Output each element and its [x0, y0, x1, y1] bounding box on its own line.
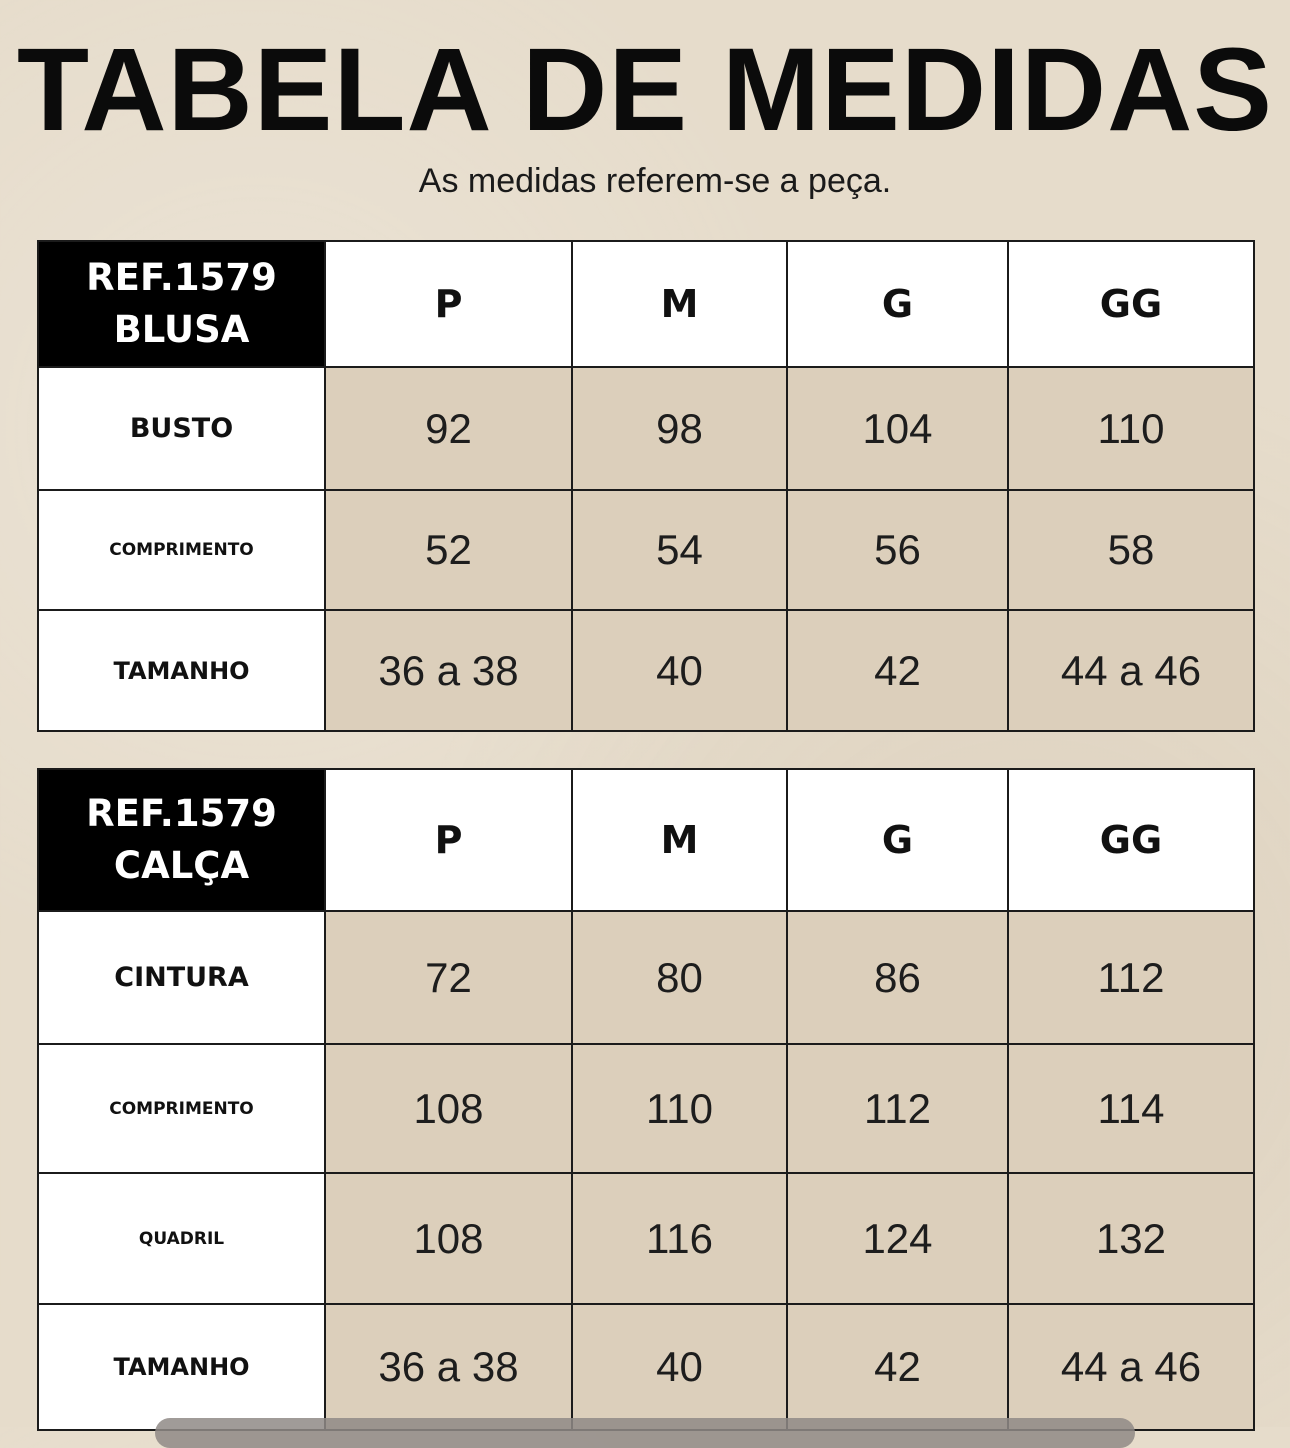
page-subtitle: As medidas referem-se a peça. [418, 162, 892, 200]
table-row [38, 1044, 1254, 1173]
row-label: QUADRIL [38, 1173, 325, 1304]
table-header-row [38, 769, 1254, 911]
value-cell: 36 a 38 [325, 610, 572, 731]
table-row [38, 610, 1254, 731]
product-name: BLUSA [113, 308, 250, 351]
value-cell: 40 [572, 1304, 787, 1430]
row-label: TAMANHO [38, 1304, 325, 1430]
scroll-indicator[interactable] [155, 1418, 1135, 1448]
value-cell: 110 [572, 1044, 787, 1173]
size-header-m: M [572, 769, 787, 911]
table-row [38, 367, 1254, 490]
value-cell: 52 [325, 490, 572, 610]
value-cell: 44 a 46 [1008, 1304, 1254, 1430]
row-label: COMPRIMENTO [38, 1044, 325, 1173]
size-header-p: P [325, 769, 572, 911]
value-cell: 42 [787, 1304, 1008, 1430]
value-cell: 44 a 46 [1008, 610, 1254, 731]
value-cell: 72 [325, 911, 572, 1044]
row-label: TAMANHO [38, 610, 325, 731]
value-cell: 110 [1008, 367, 1254, 490]
ref-cell [38, 241, 325, 367]
value-cell: 36 a 38 [325, 1304, 572, 1430]
value-cell: 108 [325, 1044, 572, 1173]
size-header-p: P [325, 241, 572, 367]
value-cell: 124 [787, 1173, 1008, 1304]
value-cell: 112 [787, 1044, 1008, 1173]
table-header-row [38, 241, 1254, 367]
value-cell: 80 [572, 911, 787, 1044]
page-title: TABELA DE MEDIDAS [17, 24, 1273, 156]
value-cell: 98 [572, 367, 787, 490]
size-header-gg: GG [1008, 241, 1254, 367]
size-header-g: G [787, 241, 1008, 367]
row-label: BUSTO [38, 367, 325, 490]
value-cell: 92 [325, 367, 572, 490]
value-cell: 114 [1008, 1044, 1254, 1173]
value-cell: 132 [1008, 1173, 1254, 1304]
value-cell: 112 [1008, 911, 1254, 1044]
value-cell: 86 [787, 911, 1008, 1044]
table-row [38, 1304, 1254, 1430]
value-cell: 58 [1008, 490, 1254, 610]
table-row [38, 911, 1254, 1044]
value-cell: 108 [325, 1173, 572, 1304]
size-header-g: G [787, 769, 1008, 911]
ref-code: REF.1579 [86, 792, 277, 836]
row-label: COMPRIMENTO [38, 490, 325, 610]
value-cell: 40 [572, 610, 787, 731]
value-cell: 54 [572, 490, 787, 610]
size-header-gg: GG [1008, 769, 1254, 911]
table-row [38, 490, 1254, 610]
value-cell: 104 [787, 367, 1008, 490]
size-table-blusa [37, 240, 1255, 732]
product-name: CALÇA [113, 844, 250, 887]
table-row [38, 1173, 1254, 1304]
value-cell: 42 [787, 610, 1008, 731]
size-header-m: M [572, 241, 787, 367]
ref-code: REF.1579 [86, 256, 277, 300]
ref-cell [38, 769, 325, 911]
value-cell: 56 [787, 490, 1008, 610]
row-label: CINTURA [38, 911, 325, 1044]
size-table-calca [37, 768, 1255, 1431]
value-cell: 116 [572, 1173, 787, 1304]
